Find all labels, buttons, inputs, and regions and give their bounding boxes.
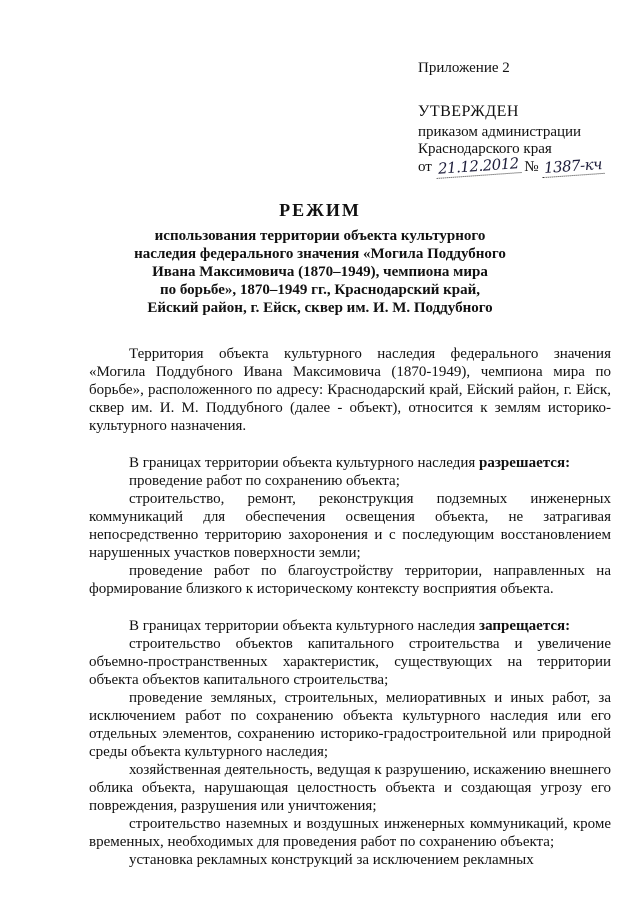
forbidden-heading bbox=[89, 617, 611, 635]
intro-paragraph: Территория объекта культурного наследия федерального значения «Могила Поддубного Ивана Максимовича (1870-1949), чемпиона мира по борьбе», расположенного по адресу: Краснодарский край, Ейский район, г. Ейск, сквер им. И. М. Поддубного (далее - объект), относится к землям историко-культурного назначения. bbox=[89, 346, 611, 434]
date-prefix: от bbox=[418, 159, 432, 175]
forbidden-item: строительство объектов капитального строительства и увеличение объемно-пространственных характеристик, существующих на территории объекта объектов капитального строительства; bbox=[89, 636, 611, 688]
number-prefix: № bbox=[524, 159, 539, 175]
appendix-label: Приложение 2 bbox=[418, 60, 510, 76]
forbidden-item: хозяйственная деятельность, ведущая к разрушению, искажению внешнего облика объекта, нарушающая целостность объекта и создающая угрозу его повреждения, разрушения или уничтожения; bbox=[89, 762, 611, 814]
forbidden-item: проведение земляных, строительных, мелиоративных и иных работ, за исключением работ по сохранению объекта культурного наследия или его отдельных элементов, сохранению историко-градостроительной или природной среды объекта культурного наследия; bbox=[89, 690, 611, 760]
subtitle-line: по борьбе», 1870–1949 гг., Краснодарский край, bbox=[159, 282, 481, 298]
document-title: РЕЖИМ bbox=[279, 200, 361, 220]
forbidden-item: установка рекламных конструкций за исключением рекламных bbox=[129, 852, 534, 868]
allowed-lead: В границах территории объекта культурного наследия bbox=[129, 455, 476, 471]
document-body bbox=[89, 345, 611, 869]
forbidden-keyword: запрещается: bbox=[479, 618, 571, 634]
forbidden-lead: В границах территории объекта культурного наследия bbox=[129, 618, 476, 634]
approval-line-2: Краснодарского края bbox=[418, 141, 552, 157]
subtitle-line: использования территории объекта культурного bbox=[154, 228, 486, 244]
handwritten-date: 21.12.2012 bbox=[435, 155, 521, 179]
allowed-item: строительство, ремонт, реконструкция подземных инженерных коммуникаций для обеспечения освещения объекта, не затрагивая непосредственно территорию захоронения и с последующим восстановлением нарушенных участков поверхности земли; bbox=[89, 491, 611, 561]
approval-line-1: приказом администрации bbox=[418, 124, 582, 140]
approved-heading: УТВЕРЖДЕН bbox=[418, 103, 519, 120]
allowed-item: проведение работ по сохранению объекта; bbox=[129, 473, 400, 489]
allowed-keyword: разрешается: bbox=[479, 455, 571, 471]
allowed-heading bbox=[89, 454, 611, 472]
handwritten-number: 1387-кч bbox=[542, 156, 605, 178]
approval-block bbox=[418, 60, 628, 176]
document-subtitle bbox=[110, 227, 530, 317]
subtitle-line: Ивана Максимовича (1870–1949), чемпиона мира bbox=[152, 264, 488, 280]
subtitle-line: наследия федерального значения «Могила Поддубного bbox=[134, 246, 506, 262]
allowed-item: проведение работ по благоустройству территории, направленных на формирование близкого к историческому контексту восприятия объекта. bbox=[89, 563, 611, 597]
forbidden-item: строительство наземных и воздушных инженерных коммуникаций, кроме временных, необходимых для проведения работ по сохранению объекта; bbox=[89, 816, 611, 850]
document-title-block bbox=[110, 200, 530, 317]
subtitle-line: Ейский район, г. Ейск, сквер им. И. М. Поддубного bbox=[147, 300, 493, 316]
approval-date-number-line bbox=[418, 154, 628, 178]
